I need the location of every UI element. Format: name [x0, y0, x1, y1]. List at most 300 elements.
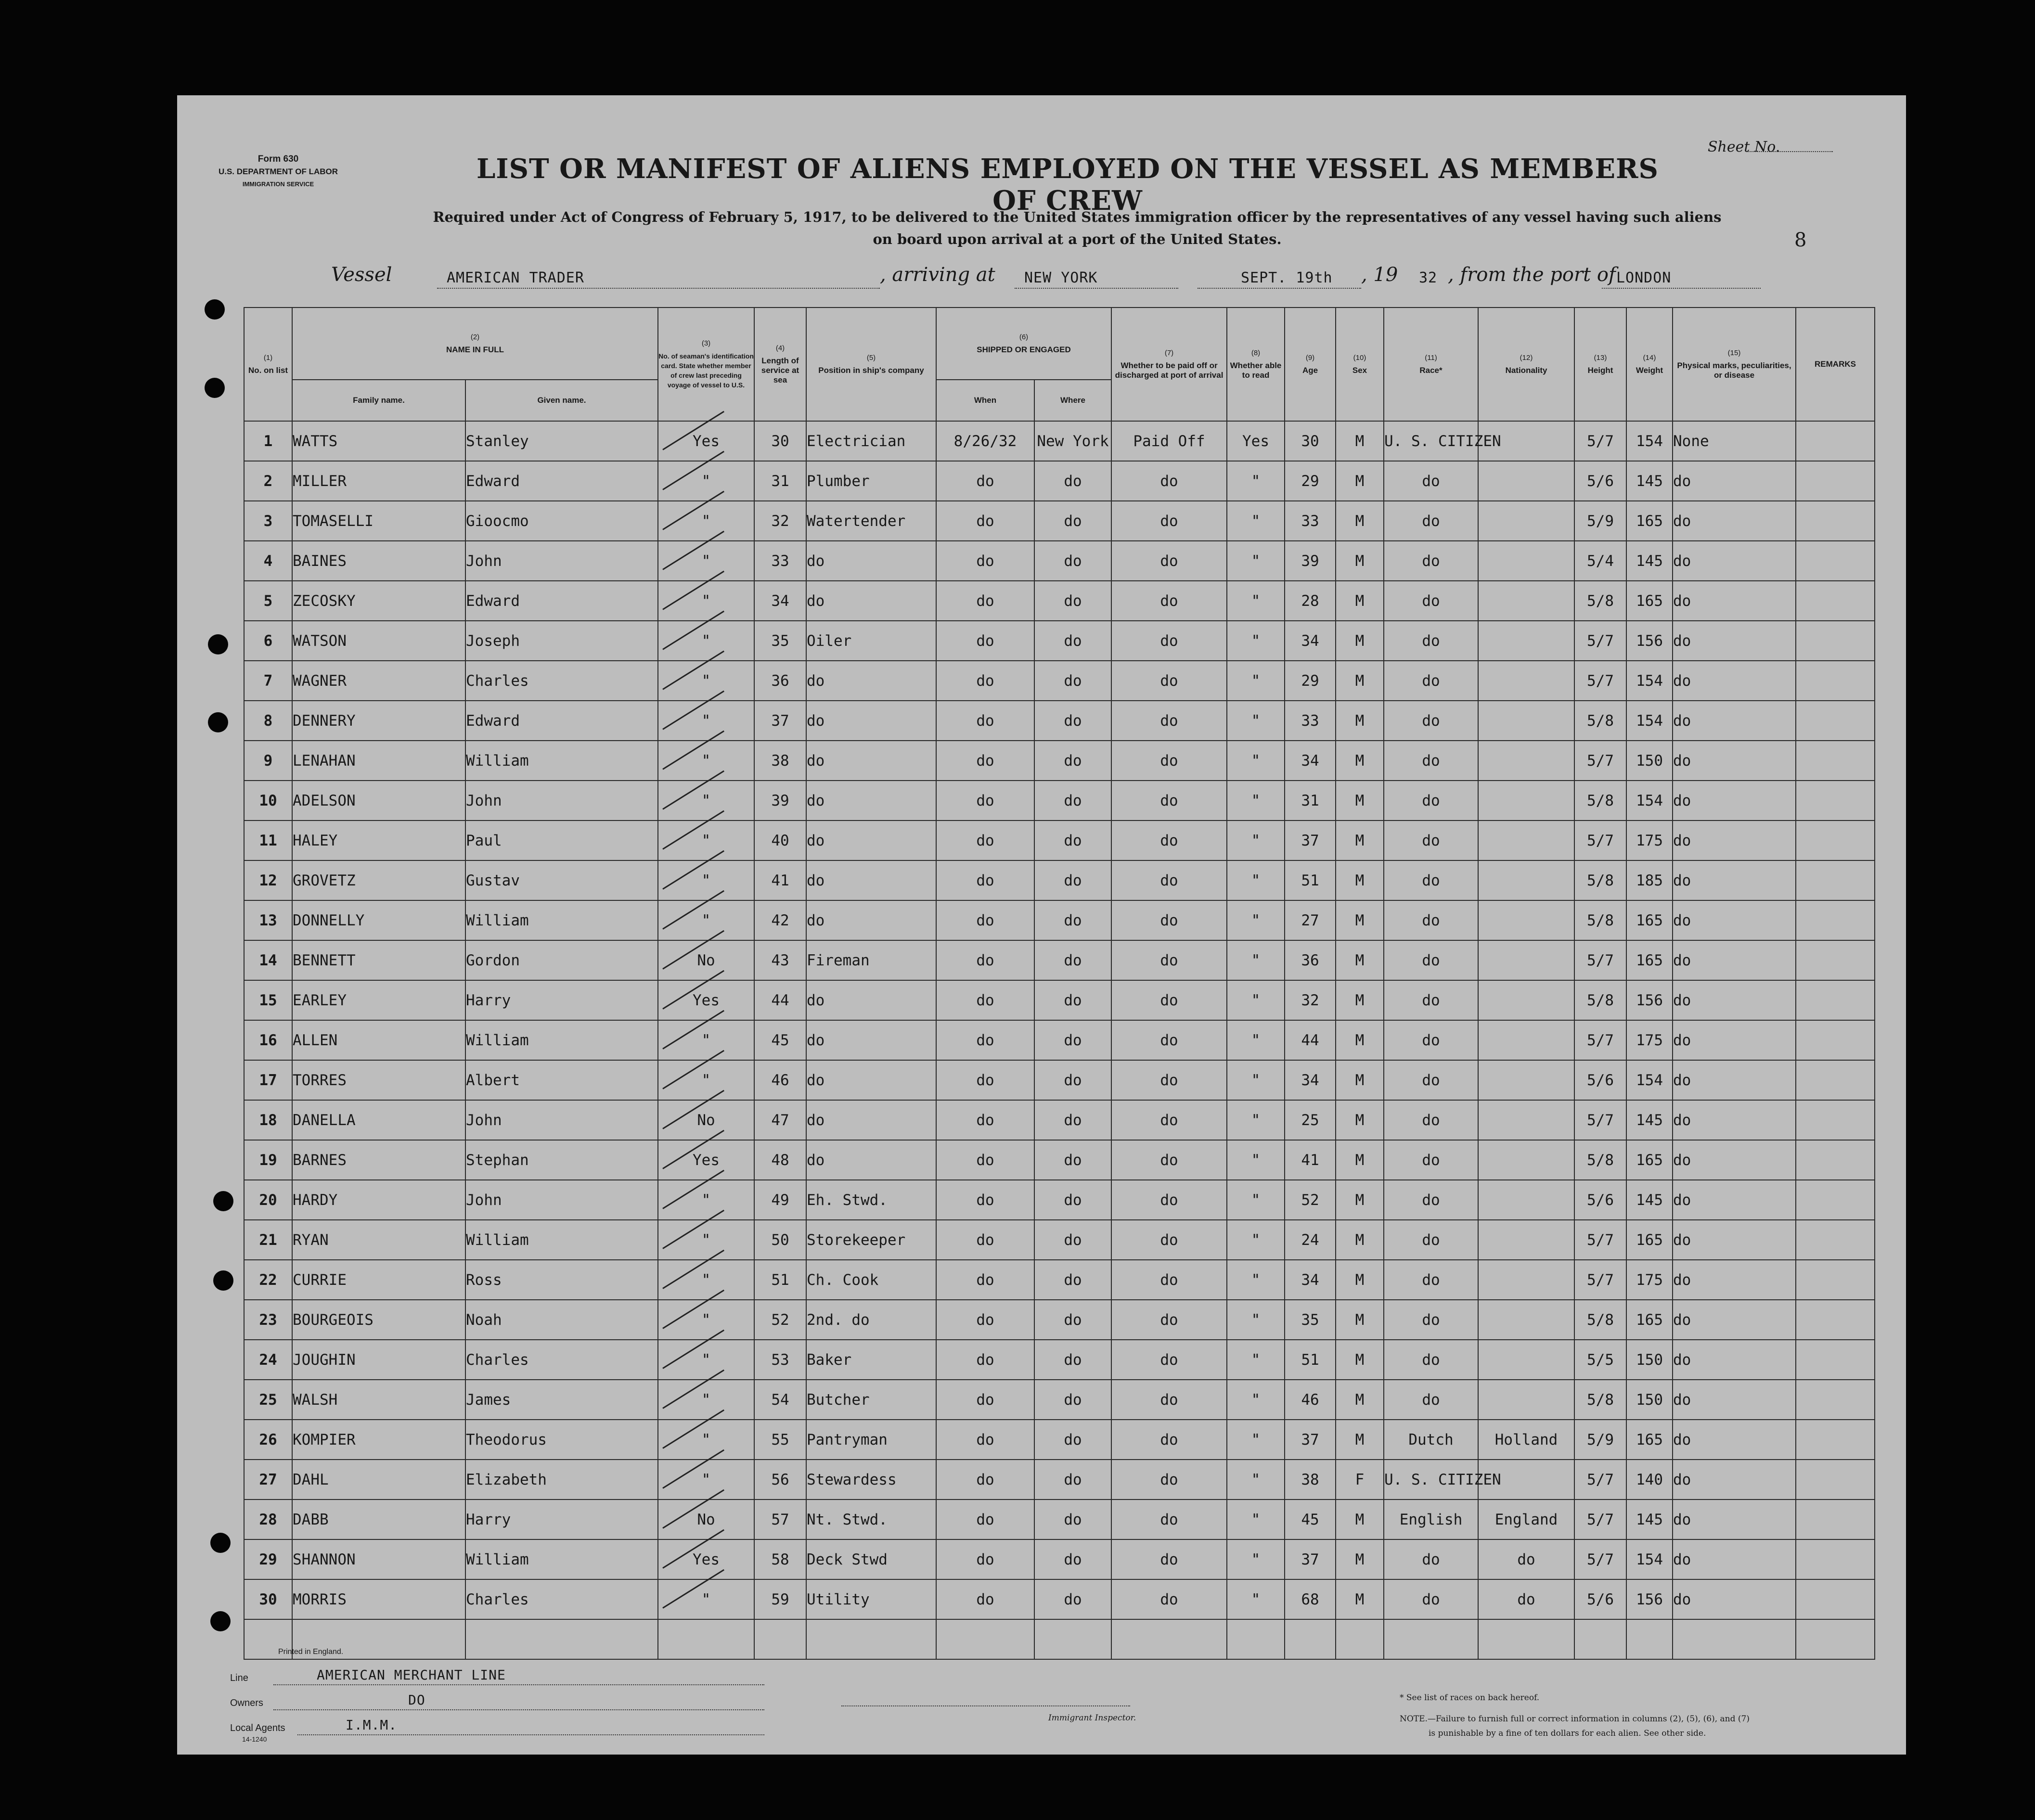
- paid-off-cell: do: [1111, 621, 1227, 661]
- col-shipped-header: [936, 308, 1111, 380]
- height-cell: 5/6: [1574, 1060, 1626, 1100]
- height-cell: 5/9: [1574, 501, 1626, 541]
- manifest-sheet: [177, 95, 1906, 1755]
- physical-marks-cell: do: [1673, 1539, 1796, 1579]
- sex-cell: M: [1336, 741, 1384, 781]
- length-of-service-cell: 55: [754, 1420, 806, 1460]
- col-race-header: [1384, 308, 1478, 421]
- paid-off-cell: do: [1111, 1300, 1227, 1340]
- physical-marks-cell: do: [1673, 741, 1796, 781]
- weight-cell: 154: [1626, 661, 1673, 701]
- col-physical-label: Physical marks, peculiarities, or disease: [1677, 361, 1791, 380]
- paid-off-cell: do: [1111, 661, 1227, 701]
- shipped-where-cell: do: [1034, 1260, 1111, 1300]
- col-position-header: [806, 308, 936, 421]
- empty-cell: [1796, 1619, 1875, 1659]
- given-name-cell: John: [465, 1100, 658, 1140]
- shipped-where-cell: do: [1034, 900, 1111, 940]
- empty-cell: [1574, 1619, 1626, 1659]
- able-to-read-cell: ": [1227, 1579, 1285, 1619]
- weight-cell: 145: [1626, 1100, 1673, 1140]
- col-num-9: (9): [1305, 354, 1315, 362]
- sex-cell: M: [1336, 1539, 1384, 1579]
- nationality-cell: [1478, 900, 1574, 940]
- table-row: [244, 621, 1875, 661]
- row-number-cell: 2: [244, 461, 292, 501]
- length-of-service-cell: 48: [754, 1140, 806, 1180]
- able-to-read-cell: ": [1227, 940, 1285, 980]
- given-name-cell: William: [465, 1220, 658, 1260]
- paid-off-cell: do: [1111, 501, 1227, 541]
- agents-label: Local Agents: [230, 1723, 285, 1733]
- empty-cell: [1336, 1619, 1384, 1659]
- row-number-cell: 26: [244, 1420, 292, 1460]
- row-number-cell: 25: [244, 1380, 292, 1420]
- row-number-cell: 19: [244, 1140, 292, 1180]
- race-cell: do: [1384, 541, 1478, 581]
- previous-voyage-cell: ": [658, 781, 754, 820]
- able-to-read-cell: ": [1227, 1220, 1285, 1260]
- page-title: LIST OR MANIFEST OF ALIENS EMPLOYED ON THE VESSEL AS MEMBERS OF CREW: [477, 153, 1659, 217]
- from-port-underline: [1602, 288, 1761, 289]
- weight-cell: 165: [1626, 1220, 1673, 1260]
- remarks-cell: [1796, 1180, 1875, 1220]
- col-age-header: [1285, 308, 1336, 421]
- paid-off-cell: do: [1111, 1539, 1227, 1579]
- table-row: [244, 1100, 1875, 1140]
- position-cell: do: [806, 1100, 936, 1140]
- length-of-service-cell: 36: [754, 661, 806, 701]
- nationality-cell: [1478, 701, 1574, 741]
- family-name-cell: RYAN: [292, 1220, 465, 1260]
- col-when-header: When: [936, 380, 1034, 421]
- nationality-cell: [1478, 940, 1574, 980]
- race-cell: English: [1384, 1500, 1478, 1539]
- able-to-read-cell: ": [1227, 501, 1285, 541]
- sex-cell: M: [1336, 980, 1384, 1020]
- sex-cell: M: [1336, 1180, 1384, 1220]
- shipped-when-cell: 8/26/32: [936, 421, 1034, 461]
- nationality-cell: Holland: [1478, 1420, 1574, 1460]
- subtitle-line-1: Required under Act of Congress of February 5, 1917, to be delivered to the United States immigration officer by the representatives of any vessel having such aliens: [433, 209, 1722, 225]
- position-cell: Fireman: [806, 940, 936, 980]
- nationality-cell: [1478, 1180, 1574, 1220]
- table-row: [244, 1140, 1875, 1180]
- paid-off-cell: do: [1111, 1579, 1227, 1619]
- row-number-cell: 11: [244, 820, 292, 860]
- race-cell: do: [1384, 1260, 1478, 1300]
- nationality-cell: England: [1478, 1500, 1574, 1539]
- sex-cell: M: [1336, 1420, 1384, 1460]
- able-to-read-cell: ": [1227, 741, 1285, 781]
- remarks-cell: [1796, 1060, 1875, 1100]
- remarks-cell: [1796, 581, 1875, 621]
- able-to-read-cell: ": [1227, 1340, 1285, 1380]
- nationality-cell: [1478, 1100, 1574, 1140]
- length-of-service-cell: 41: [754, 860, 806, 900]
- age-cell: 37: [1285, 1539, 1336, 1579]
- col-service-header: [754, 308, 806, 421]
- physical-marks-cell: do: [1673, 1420, 1796, 1460]
- sex-cell: M: [1336, 461, 1384, 501]
- height-cell: 5/7: [1574, 741, 1626, 781]
- physical-marks-cell: do: [1673, 1260, 1796, 1300]
- crew-grid: [244, 307, 1875, 1660]
- nationality-cell: do: [1478, 1539, 1574, 1579]
- shipped-where-cell: do: [1034, 1060, 1111, 1100]
- shipped-where-cell: do: [1034, 1380, 1111, 1420]
- length-of-service-cell: 42: [754, 900, 806, 940]
- shipped-where-cell: do: [1034, 940, 1111, 980]
- row-number-cell: 9: [244, 741, 292, 781]
- from-port: LONDON: [1616, 269, 1672, 286]
- height-cell: 5/7: [1574, 1539, 1626, 1579]
- family-name-cell: WALSH: [292, 1380, 465, 1420]
- col-remarks-label: REMARKS: [1815, 359, 1856, 369]
- length-of-service-cell: 32: [754, 501, 806, 541]
- shipped-when-cell: do: [936, 1420, 1034, 1460]
- shipped-when-cell: do: [936, 741, 1034, 781]
- family-name-cell: WAGNER: [292, 661, 465, 701]
- family-name-cell: DONNELLY: [292, 900, 465, 940]
- printed-note: Printed in England.: [278, 1648, 344, 1656]
- race-cell: do: [1384, 741, 1478, 781]
- age-cell: 31: [1285, 781, 1336, 820]
- age-cell: 51: [1285, 1340, 1336, 1380]
- family-name-cell: TOMASELLI: [292, 501, 465, 541]
- sheet-no-field: [1746, 151, 1833, 152]
- table-row: [244, 581, 1875, 621]
- position-cell: Stewardess: [806, 1460, 936, 1500]
- able-to-read-cell: ": [1227, 1180, 1285, 1220]
- paid-off-cell: do: [1111, 701, 1227, 741]
- empty-cell: [1673, 1619, 1796, 1659]
- height-cell: 5/7: [1574, 661, 1626, 701]
- given-name-cell: Edward: [465, 581, 658, 621]
- shipped-when-cell: do: [936, 701, 1034, 741]
- able-to-read-cell: ": [1227, 661, 1285, 701]
- position-cell: do: [806, 900, 936, 940]
- given-name-cell: Theodorus: [465, 1420, 658, 1460]
- height-cell: 5/8: [1574, 1380, 1626, 1420]
- col-num-5: (5): [866, 354, 876, 362]
- age-cell: 37: [1285, 820, 1336, 860]
- col-weight-label: Weight: [1636, 366, 1663, 375]
- sheet-no-label: Sheet No.: [1708, 139, 1780, 155]
- sex-cell: M: [1336, 820, 1384, 860]
- paid-off-cell: do: [1111, 940, 1227, 980]
- position-cell: do: [806, 581, 936, 621]
- vessel-underline: [437, 288, 880, 289]
- nationality-cell: [1478, 581, 1574, 621]
- race-cell: Dutch: [1384, 1420, 1478, 1460]
- family-name-cell: ALLEN: [292, 1020, 465, 1060]
- empty-cell: [658, 1619, 754, 1659]
- nationality-cell: [1478, 1300, 1574, 1340]
- weight-cell: 154: [1626, 1539, 1673, 1579]
- previous-voyage-cell: Yes: [658, 1539, 754, 1579]
- age-cell: 35: [1285, 1300, 1336, 1340]
- height-cell: 5/7: [1574, 1500, 1626, 1539]
- length-of-service-cell: 38: [754, 741, 806, 781]
- nationality-cell: [1478, 621, 1574, 661]
- physical-marks-cell: do: [1673, 820, 1796, 860]
- family-name-cell: MILLER: [292, 461, 465, 501]
- age-cell: 34: [1285, 741, 1336, 781]
- paid-off-cell: do: [1111, 781, 1227, 820]
- physical-marks-cell: do: [1673, 1460, 1796, 1500]
- age-cell: 51: [1285, 860, 1336, 900]
- empty-cell: [1285, 1619, 1336, 1659]
- previous-voyage-cell: ": [658, 900, 754, 940]
- crew-table: [244, 307, 1874, 1645]
- table-row: [244, 1420, 1875, 1460]
- col-height-header: [1574, 308, 1626, 421]
- row-number-cell: 29: [244, 1539, 292, 1579]
- shipped-when-cell: do: [936, 621, 1034, 661]
- col-name-label: NAME IN FULL: [446, 345, 504, 354]
- line-label: Line: [230, 1673, 248, 1683]
- row-number-cell: 14: [244, 940, 292, 980]
- family-name-cell: WATSON: [292, 621, 465, 661]
- shipped-where-cell: do: [1034, 1420, 1111, 1460]
- family-name-cell: JOUGHIN: [292, 1340, 465, 1380]
- length-of-service-cell: 59: [754, 1579, 806, 1619]
- remarks-cell: [1796, 1100, 1875, 1140]
- length-of-service-cell: 54: [754, 1380, 806, 1420]
- position-cell: do: [806, 1140, 936, 1180]
- sex-cell: M: [1336, 1579, 1384, 1619]
- table-row: [244, 980, 1875, 1020]
- table-row: [244, 940, 1875, 980]
- given-name-cell: Stanley: [465, 421, 658, 461]
- weight-cell: 165: [1626, 900, 1673, 940]
- previous-voyage-cell: ": [658, 1180, 754, 1220]
- physical-marks-cell: do: [1673, 860, 1796, 900]
- height-cell: 5/7: [1574, 940, 1626, 980]
- shipped-where-cell: do: [1034, 1340, 1111, 1380]
- weight-cell: 165: [1626, 1300, 1673, 1340]
- able-to-read-cell: ": [1227, 1500, 1285, 1539]
- given-name-cell: Elizabeth: [465, 1460, 658, 1500]
- table-row: [244, 860, 1875, 900]
- table-row: [244, 461, 1875, 501]
- shipped-when-cell: do: [936, 940, 1034, 980]
- physical-marks-cell: do: [1673, 1100, 1796, 1140]
- col-paid-header: [1111, 308, 1227, 421]
- remarks-cell: [1796, 661, 1875, 701]
- remarks-cell: [1796, 1500, 1875, 1539]
- shipped-when-cell: do: [936, 461, 1034, 501]
- able-to-read-cell: ": [1227, 820, 1285, 860]
- col-num-8: (8): [1251, 349, 1261, 357]
- col-remarks-header: [1796, 308, 1875, 421]
- age-cell: 27: [1285, 900, 1336, 940]
- height-cell: 5/5: [1574, 1340, 1626, 1380]
- remarks-cell: [1796, 501, 1875, 541]
- nationality-cell: [1478, 1380, 1574, 1420]
- sex-cell: M: [1336, 900, 1384, 940]
- age-cell: 41: [1285, 1140, 1336, 1180]
- col-position-label: Position in ship's company: [818, 366, 924, 375]
- age-cell: 34: [1285, 1060, 1336, 1100]
- position-cell: do: [806, 541, 936, 581]
- remarks-cell: [1796, 701, 1875, 741]
- col-num-2: (2): [470, 333, 480, 341]
- weight-cell: 154: [1626, 701, 1673, 741]
- age-cell: 24: [1285, 1220, 1336, 1260]
- age-cell: 34: [1285, 1260, 1336, 1300]
- empty-cell: [1384, 1619, 1478, 1659]
- shipped-where-cell: do: [1034, 1220, 1111, 1260]
- length-of-service-cell: 34: [754, 581, 806, 621]
- family-name-cell: BARNES: [292, 1140, 465, 1180]
- position-cell: Pantryman: [806, 1420, 936, 1460]
- weight-cell: 156: [1626, 980, 1673, 1020]
- height-cell: 5/8: [1574, 980, 1626, 1020]
- table-row: [244, 661, 1875, 701]
- sex-cell: M: [1336, 1140, 1384, 1180]
- physical-marks-cell: do: [1673, 701, 1796, 741]
- col-sex-header: [1336, 308, 1384, 421]
- sex-cell: M: [1336, 940, 1384, 980]
- race-cell: do: [1384, 1140, 1478, 1180]
- binder-hole: [213, 1191, 233, 1211]
- row-number-cell: 16: [244, 1020, 292, 1060]
- age-cell: 68: [1285, 1579, 1336, 1619]
- page-subtitle: [379, 206, 1775, 250]
- shipped-when-cell: do: [936, 1460, 1034, 1500]
- nationality-cell: [1478, 741, 1574, 781]
- sex-cell: M: [1336, 1060, 1384, 1100]
- form-code: 14-1240: [242, 1735, 267, 1743]
- weight-cell: 156: [1626, 621, 1673, 661]
- length-of-service-cell: 35: [754, 621, 806, 661]
- previous-voyage-cell: Yes: [658, 421, 754, 461]
- table-row: [244, 1220, 1875, 1260]
- empty-cell: [1034, 1619, 1111, 1659]
- position-cell: do: [806, 820, 936, 860]
- col-nationality-label: Nationality: [1505, 366, 1547, 375]
- previous-voyage-cell: ": [658, 1260, 754, 1300]
- shipped-where-cell: do: [1034, 621, 1111, 661]
- row-number-cell: 24: [244, 1340, 292, 1380]
- able-to-read-cell: ": [1227, 1140, 1285, 1180]
- col-physical-header: [1673, 308, 1796, 421]
- paid-off-cell: do: [1111, 541, 1227, 581]
- able-to-read-cell: ": [1227, 1260, 1285, 1300]
- remarks-cell: [1796, 1380, 1875, 1420]
- able-to-read-cell: ": [1227, 900, 1285, 940]
- shipped-when-cell: do: [936, 501, 1034, 541]
- table-row: [244, 1340, 1875, 1380]
- given-name-cell: Edward: [465, 461, 658, 501]
- paid-off-cell: do: [1111, 1380, 1227, 1420]
- col-race-label: Race*: [1419, 366, 1443, 375]
- col-num-11: (11): [1425, 354, 1437, 362]
- remarks-cell: [1796, 781, 1875, 820]
- weight-cell: 175: [1626, 820, 1673, 860]
- remarks-cell: [1796, 1140, 1875, 1180]
- age-cell: 33: [1285, 501, 1336, 541]
- remarks-cell: [1796, 1220, 1875, 1260]
- remarks-cell: [1796, 940, 1875, 980]
- remarks-cell: [1796, 621, 1875, 661]
- family-name-cell: BENNETT: [292, 940, 465, 980]
- age-cell: 29: [1285, 461, 1336, 501]
- race-cell: do: [1384, 461, 1478, 501]
- age-cell: 39: [1285, 541, 1336, 581]
- shipped-where-cell: do: [1034, 741, 1111, 781]
- table-row: [244, 900, 1875, 940]
- nationality-cell: [1478, 781, 1574, 820]
- nationality-cell: [1478, 1260, 1574, 1300]
- age-cell: 36: [1285, 940, 1336, 980]
- given-name-cell: William: [465, 741, 658, 781]
- shipped-when-cell: do: [936, 1180, 1034, 1220]
- shipped-when-cell: do: [936, 1380, 1034, 1420]
- given-name-cell: Stephan: [465, 1140, 658, 1180]
- row-number-cell: 22: [244, 1260, 292, 1300]
- empty-cell: [1111, 1619, 1227, 1659]
- shipped-where-cell: do: [1034, 581, 1111, 621]
- height-cell: 5/7: [1574, 1220, 1626, 1260]
- paid-off-cell: do: [1111, 1060, 1227, 1100]
- col-num-4: (4): [775, 344, 785, 352]
- empty-cell: [1478, 1619, 1574, 1659]
- remarks-cell: [1796, 541, 1875, 581]
- race-cell: do: [1384, 860, 1478, 900]
- previous-voyage-cell: ": [658, 581, 754, 621]
- weight-cell: 156: [1626, 1579, 1673, 1619]
- remarks-cell: [1796, 1340, 1875, 1380]
- length-of-service-cell: 31: [754, 461, 806, 501]
- remarks-cell: [1796, 1420, 1875, 1460]
- remarks-cell: [1796, 1460, 1875, 1500]
- shipped-where-cell: do: [1034, 820, 1111, 860]
- agents-value: I.M.M.: [346, 1717, 398, 1733]
- row-number-cell: 4: [244, 541, 292, 581]
- paid-off-cell: do: [1111, 1340, 1227, 1380]
- race-cell: do: [1384, 1060, 1478, 1100]
- shipped-where-cell: do: [1034, 1300, 1111, 1340]
- shipped-when-cell: do: [936, 1300, 1034, 1340]
- sex-cell: M: [1336, 621, 1384, 661]
- arrival-date: SEPT. 19th: [1241, 269, 1333, 286]
- col-service-label: Length of service at sea: [761, 356, 799, 385]
- shipped-when-cell: do: [936, 781, 1034, 820]
- length-of-service-cell: 44: [754, 980, 806, 1020]
- shipped-when-cell: do: [936, 900, 1034, 940]
- col-no-label: No. on list: [248, 366, 288, 375]
- line-value: AMERICAN MERCHANT LINE: [317, 1667, 506, 1683]
- family-name-cell: DAHL: [292, 1460, 465, 1500]
- family-name-cell: DABB: [292, 1500, 465, 1539]
- weight-cell: 150: [1626, 741, 1673, 781]
- weight-cell: 175: [1626, 1020, 1673, 1060]
- nationality-cell: [1478, 1060, 1574, 1100]
- able-to-read-cell: ": [1227, 1300, 1285, 1340]
- shipped-when-cell: do: [936, 820, 1034, 860]
- family-name-cell: WATTS: [292, 421, 465, 461]
- able-to-read-cell: ": [1227, 461, 1285, 501]
- paid-off-cell: do: [1111, 860, 1227, 900]
- height-cell: 5/7: [1574, 1100, 1626, 1140]
- given-name-cell: Harry: [465, 1500, 658, 1539]
- family-name-cell: CURRIE: [292, 1260, 465, 1300]
- height-cell: 5/7: [1574, 1260, 1626, 1300]
- sex-cell: M: [1336, 781, 1384, 820]
